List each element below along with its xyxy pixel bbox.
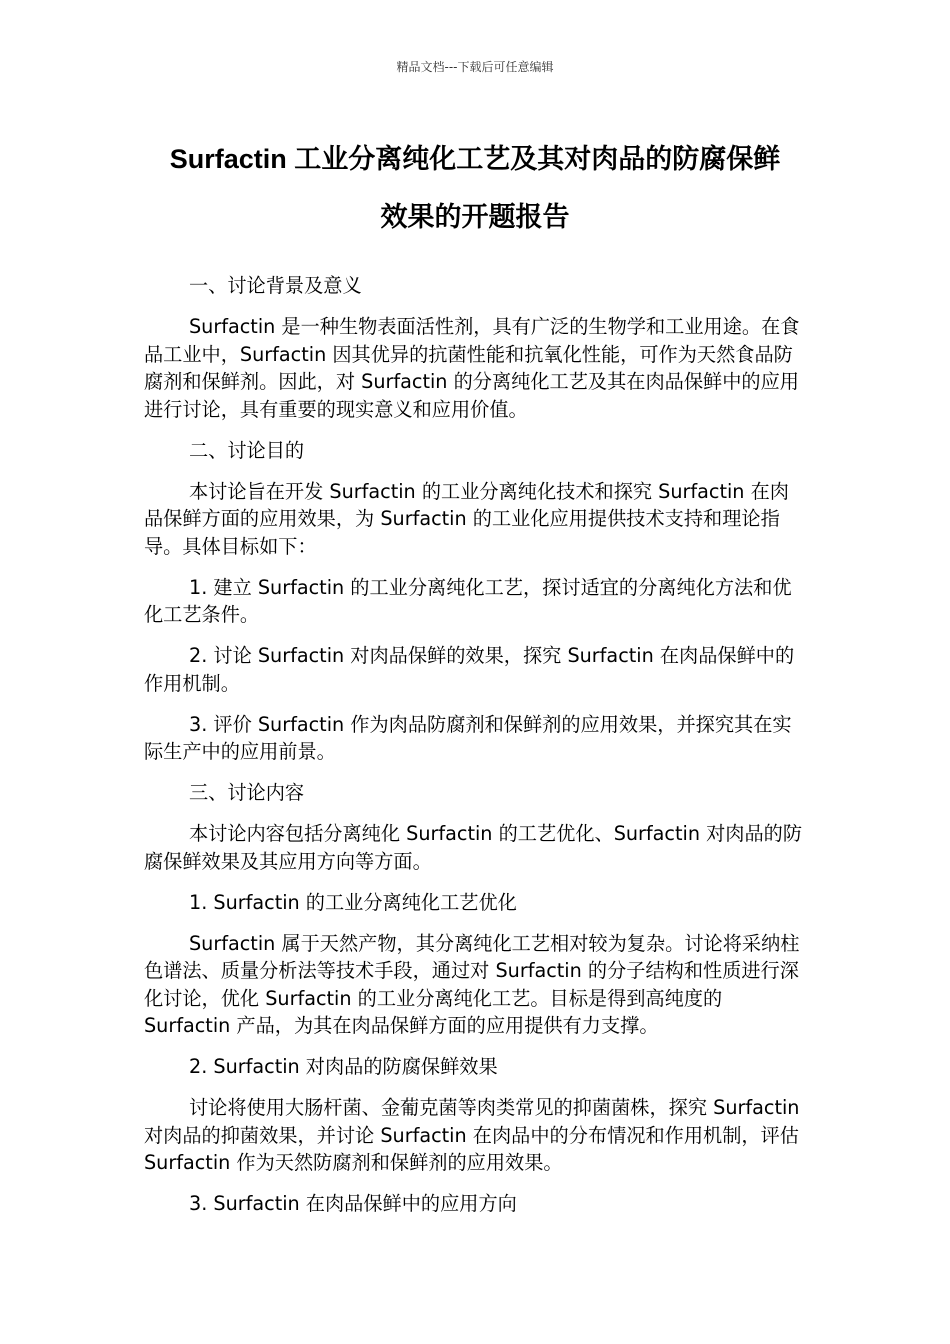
document-title-line-2: 效果的开题报告 — [380, 202, 570, 232]
subheading-purification: 1. Surfactin 的工业分离纯化工艺优化 — [189, 890, 517, 914]
paragraph-content-intro: 本讨论内容包括分离纯化 Surfactin 的工艺优化、Surfactin 对肉品的防腐保鲜效果及其应用方向等方面。 — [144, 822, 803, 873]
paragraph-objectives: 本讨论旨在开发 Surfactin 的工业分离纯化技术和探究 Surfactin 在肉品保鲜方面的应用效果，为 Surfactin 的工业化应用提供技术支持和理论指导。具体目标如下： — [144, 479, 789, 558]
section-heading-objectives: 二、讨论目的 — [189, 438, 305, 462]
subheading-application: 3. Surfactin 在肉品保鲜中的应用方向 — [189, 1192, 517, 1215]
objective-item-2: 2. 讨论 Surfactin 对肉品保鲜的效果，探究 Surfactin 在肉品保鲜中的作用机制。 — [144, 644, 795, 695]
objective-item-1: 1. 建立 Surfactin 的工业分离纯化工艺，探讨适宜的分离纯化方法和优化工艺条件。 — [144, 575, 792, 626]
document-title — [0, 130, 950, 246]
header-note: 精品文档---下载后可任意编辑 — [396, 60, 554, 74]
paragraph-background: Surfactin 是一种生物表面活性剂，具有广泛的生物学和工业用途。在食品工业中，Surfactin 因其优异的抗菌性能和抗氧化性能，可作为天然食品防腐剂和保鲜剂。因此，对 Surfactin 的分离纯化工艺及其在肉品保鲜中的应用进行讨论，具有重要的现实意义和应用价值。 — [144, 315, 800, 421]
subheading-preservation: 2. Surfactin 对肉品的防腐保鲜效果 — [189, 1055, 498, 1078]
document-title-line-1: Surfactin 工业分离纯化工艺及其对肉品的防腐保鲜 — [169, 144, 781, 174]
objective-item-3: 3. 评价 Surfactin 作为肉品防腐剂和保鲜剂的应用效果，并探究其在实际生产中的应用前景。 — [144, 712, 792, 763]
section-heading-content: 三、讨论内容 — [189, 781, 305, 804]
paragraph-preservation: 讨论将使用大肠杆菌、金葡克菌等肉类常见的抑菌菌株，探究 Surfactin 对肉品的抑菌效果，并讨论 Surfactin 在肉品中的分布情况和作用机制，评估 Surfactin 作为天然防腐剂和保鲜剂的应用效果。 — [144, 1096, 800, 1174]
document-body — [144, 272, 808, 1231]
paragraph-purification: Surfactin 属于天然产物，其分离纯化工艺相对较为复杂。讨论将采纳柱色谱法、质量分析法等技术手段，通过对 Surfactin 的分子结构和性质进行深化讨论，优化 Surfactin 的工业分离纯化工艺。目标是得到高纯度的 Surfactin 产品，为其在肉品保鲜方面的应用提供有力支撑。 — [144, 931, 800, 1037]
section-heading-background: 一、讨论背景及意义 — [189, 274, 362, 297]
